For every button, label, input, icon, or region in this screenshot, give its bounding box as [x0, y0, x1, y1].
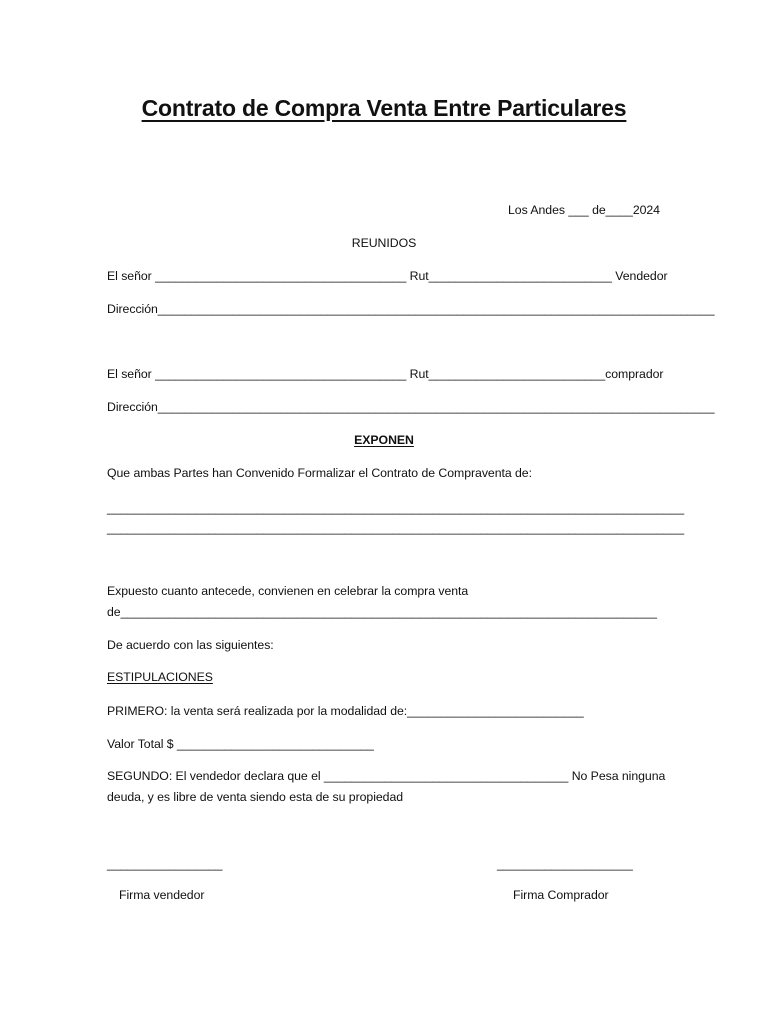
- exponen-heading: EXPONEN: [354, 433, 414, 447]
- estipulaciones-heading: ESTIPULACIONES: [107, 670, 213, 684]
- seller-signature-label: Firma vendedor: [119, 888, 205, 902]
- seller-signature-line: _________________: [107, 857, 223, 871]
- valor-total-line: Valor Total $ _____________________________: [107, 737, 374, 751]
- expuesto-line-2: de_______________________________________________________________________________: [107, 605, 657, 619]
- expuesto-line-1: Expuesto cuanto antecede, convienen en celebrar la compra venta: [107, 584, 469, 598]
- buyer-address-line: Dirección__________________________________________________________________________________: [107, 400, 715, 414]
- blank-line-2: _____________________________________________________________________________________: [107, 521, 685, 535]
- seller-address-line: Dirección__________________________________________________________________________________: [107, 302, 715, 316]
- primero-clause: PRIMERO: la venta será realizada por la modalidad de:__________________________: [107, 704, 584, 718]
- seller-name-line: El señor _____________________________________ Rut___________________________ Vendedor: [107, 269, 668, 283]
- segundo-clause-line-2: deuda, y es libre de venta siendo esta de su propiedad: [107, 790, 404, 804]
- buyer-signature-label: Firma Comprador: [513, 888, 609, 902]
- agreement-intro: Que ambas Partes han Convenido Formalizar el Contrato de Compraventa de:: [107, 466, 532, 480]
- buyer-signature-line: ____________________: [497, 857, 633, 871]
- acuerdo-text: De acuerdo con las siguientes:: [107, 638, 274, 652]
- document-title: Contrato de Compra Venta Entre Particulares: [141, 95, 627, 121]
- blank-line-1: _____________________________________________________________________________________: [107, 501, 685, 515]
- date-line: Los Andes ___ de____2024: [508, 203, 660, 217]
- segundo-clause-line-1: SEGUNDO: El vendedor declara que el ____________________________________ No Pesa ninguna: [107, 769, 666, 783]
- buyer-name-line: El señor _____________________________________ Rut__________________________comprador: [107, 367, 664, 381]
- reunidos-heading: REUNIDOS: [351, 236, 417, 250]
